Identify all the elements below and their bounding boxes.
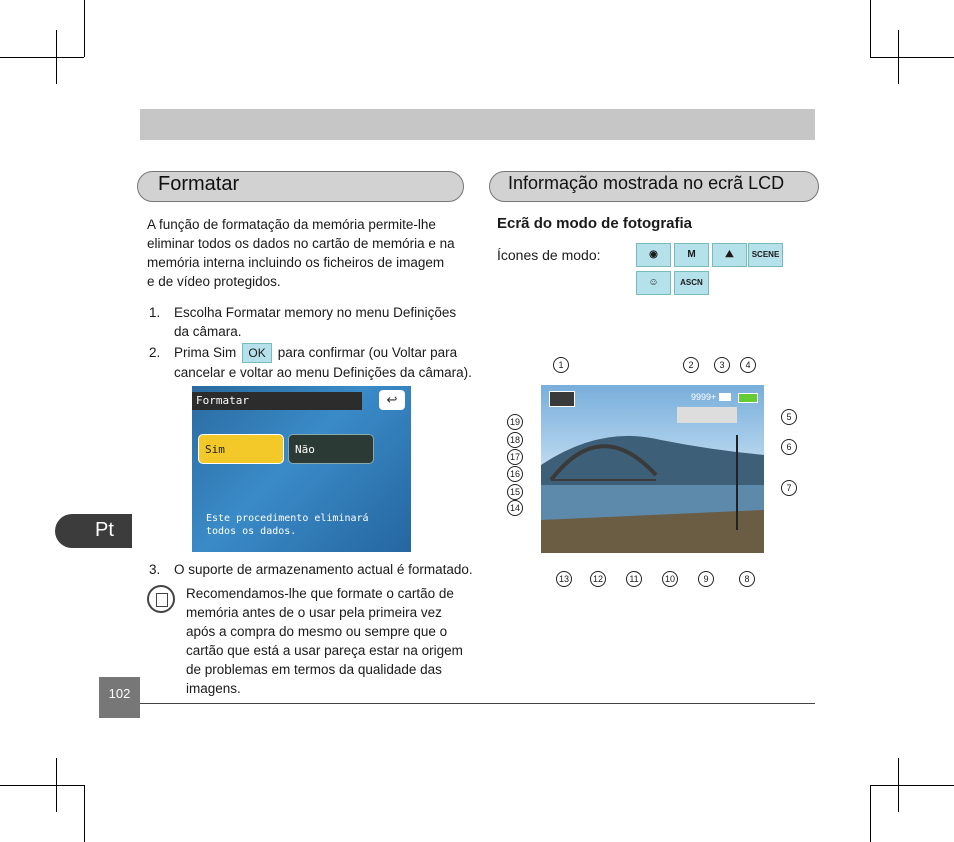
camera-manual-mode-icon: M	[674, 243, 709, 267]
text-line: Recomendamos-lhe que formate o cartão de	[186, 586, 454, 601]
header-bar	[140, 109, 815, 140]
camera-mode-indicator	[549, 391, 575, 407]
text-line: de problemas em termos da qualidade das	[186, 662, 442, 677]
text-line: cartão que está a usar pareça estar na origem	[186, 643, 463, 658]
callout-marker: 18	[507, 432, 523, 448]
section-title: Formatar	[158, 173, 240, 195]
no-button[interactable]: Não	[288, 434, 374, 464]
step-2-number: 2.	[149, 345, 161, 360]
yes-button[interactable]: Sim	[198, 434, 284, 464]
callout-marker: 9	[698, 571, 714, 587]
crop-mark	[84, 0, 85, 57]
section-header-formatar	[137, 171, 464, 202]
crop-mark	[0, 57, 84, 58]
crop-mark	[870, 785, 871, 842]
text-line: após a compra do mesmo ou sempre que o	[186, 624, 448, 639]
intro-paragraph	[147, 215, 467, 291]
text-line: imagens.	[186, 681, 241, 696]
camera-auto-mode-icon: ◉	[636, 243, 671, 267]
ok-button-icon: OK	[242, 343, 272, 363]
lcd-display-illustration	[541, 385, 764, 553]
language-label: Pt	[95, 519, 114, 541]
footer-rule	[140, 703, 815, 704]
text-line: Prima Sim	[174, 345, 237, 360]
dialog-title: Formatar	[192, 392, 362, 410]
auto-scene-mode-icon: ASCN	[674, 271, 709, 295]
mode-icons-label: Ícones de modo:	[497, 247, 601, 263]
step-1-number: 1.	[149, 305, 161, 320]
scene-mode-icon: SCENE	[748, 243, 783, 267]
section-title: Informação mostrada no ecrã LCD	[508, 173, 785, 193]
step-2-text	[174, 343, 474, 382]
panorama-mode-icon: ⛰	[712, 243, 747, 267]
callout-marker: 1	[553, 357, 569, 373]
subtitle: Ecrã do modo de fotografia	[497, 215, 693, 232]
text-line: eliminar todos os dados no cartão de memória e na	[147, 236, 455, 251]
callout-marker: 14	[507, 500, 523, 516]
callout-marker: 5	[781, 409, 797, 425]
step-3-number: 3.	[149, 562, 161, 577]
crop-mark	[870, 785, 954, 786]
callout-marker: 12	[590, 571, 606, 587]
callout-marker: 2	[683, 357, 699, 373]
callout-marker: 7	[781, 480, 797, 496]
step-1-text	[174, 303, 474, 341]
zoom-bar	[677, 407, 737, 423]
text-line: Este procedimento eliminará	[206, 513, 369, 524]
callout-marker: 8	[739, 571, 755, 587]
text-line: cancelar e voltar ao menu Definições da câmara).	[174, 365, 472, 381]
crop-mark	[84, 785, 85, 842]
format-dialog-screenshot	[192, 386, 411, 552]
page-number: 102	[99, 677, 140, 718]
callout-marker: 4	[740, 357, 756, 373]
callout-marker: 13	[556, 571, 572, 587]
text-line: todos os dados.	[206, 526, 297, 537]
resolution-icon	[719, 393, 731, 401]
callout-marker: 10	[662, 571, 678, 587]
text-line: A função de formatação da memória permite-lhe	[147, 217, 436, 232]
shots-remaining: 9999+	[691, 392, 717, 402]
text-line: e de vídeo protegidos.	[147, 274, 281, 289]
callout-marker: 3	[714, 357, 730, 373]
text-line: memória antes de o usar pela primeira vez	[186, 605, 442, 620]
text-line: memória interna incluindo os ficheiros de imagem	[147, 255, 445, 270]
text-line: da câmara.	[174, 324, 242, 339]
note-icon	[147, 585, 175, 613]
language-tab	[55, 514, 132, 548]
crop-mark	[870, 57, 954, 58]
section-header-lcd-info	[489, 171, 819, 202]
callout-marker: 11	[626, 571, 642, 587]
crop-mark	[0, 785, 84, 786]
callout-marker: 19	[507, 414, 523, 430]
callout-marker: 6	[781, 439, 797, 455]
back-icon[interactable]: ↩	[379, 390, 405, 410]
step-3-text: O suporte de armazenamento actual é formatado.	[174, 562, 473, 577]
crop-mark	[870, 0, 871, 57]
callout-marker: 16	[507, 466, 523, 482]
callout-marker: 17	[507, 449, 523, 465]
callout-marker: 15	[507, 484, 523, 500]
text-line: para confirmar (ou Voltar para	[277, 345, 458, 360]
battery-icon	[738, 393, 758, 403]
text-line: Escolha Formatar memory no menu Definições	[174, 305, 457, 320]
note-paragraph	[186, 584, 466, 698]
portrait-mode-icon: ☺	[636, 271, 671, 295]
dialog-message	[206, 512, 369, 538]
